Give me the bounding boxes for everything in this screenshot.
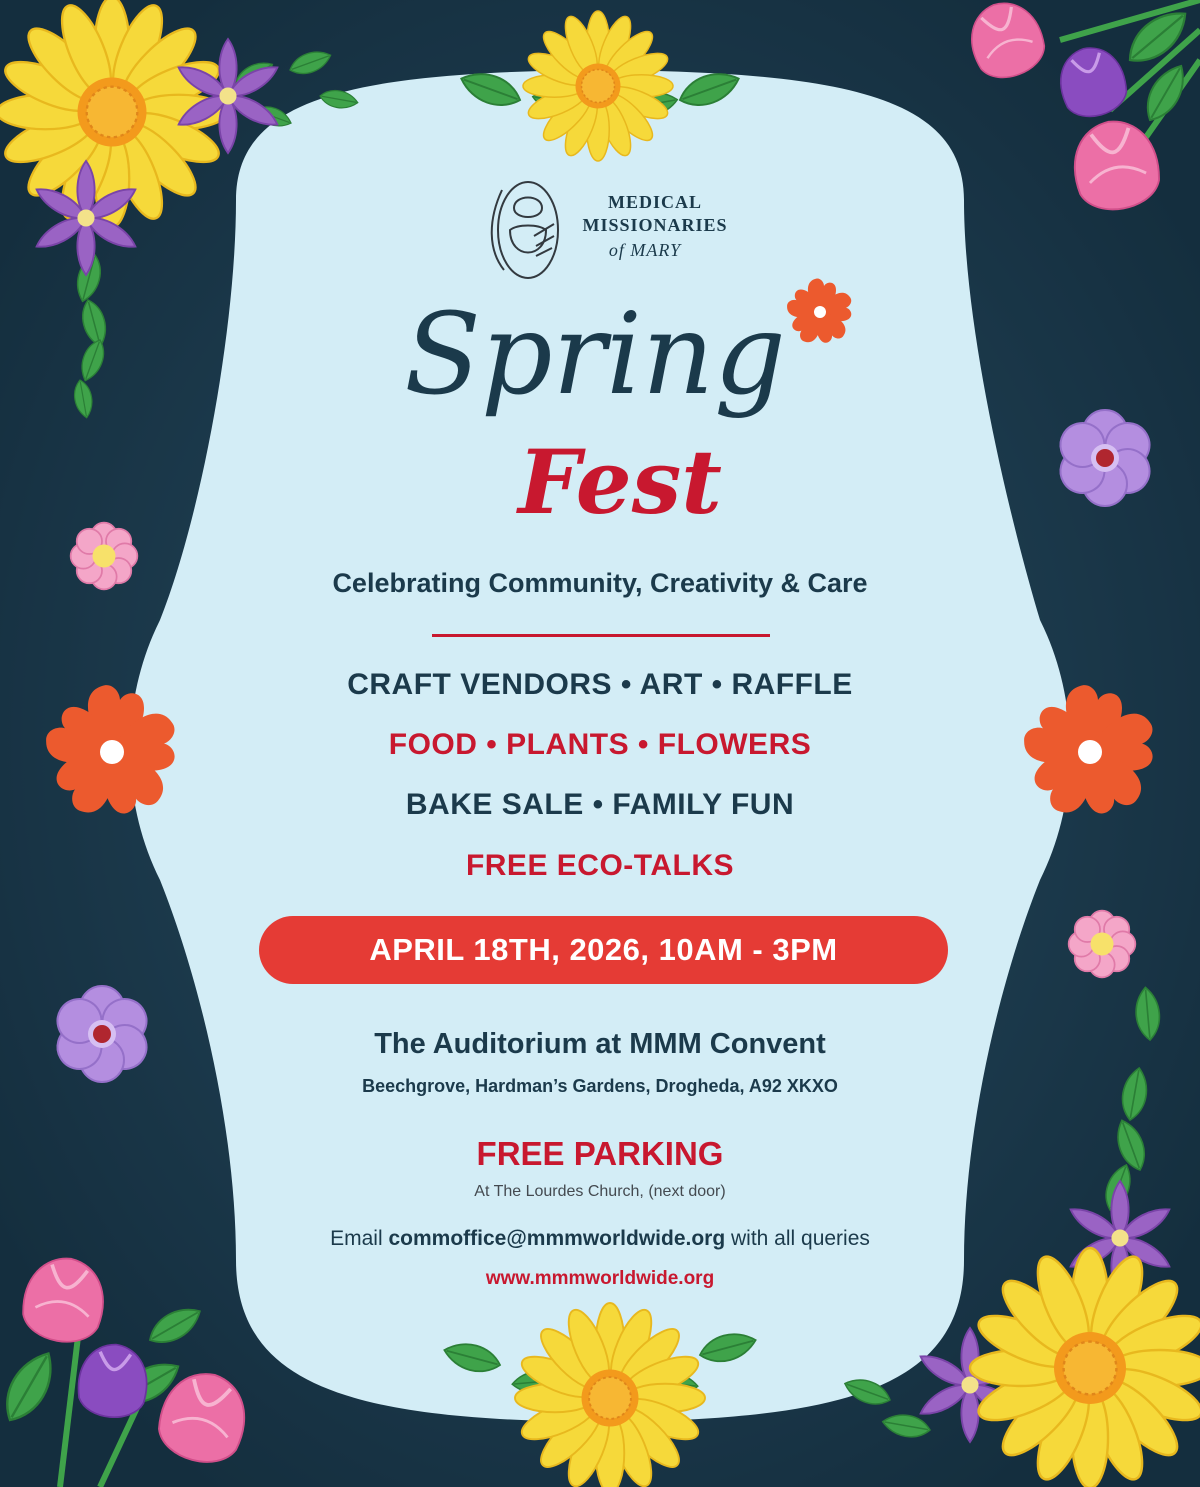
website-link[interactable]: www.mmmworldwide.org [485,1268,715,1289]
activity-line-1: CRAFT VENDORS • ART • RAFFLE [347,668,853,701]
contact-line [0,1227,1200,1251]
tagline: Celebrating Community, Creativity & Care [332,568,868,598]
parking-title: FREE PARKING [476,1135,724,1172]
email-prefix: Email [330,1227,389,1250]
org-name-line-1: MEDICAL [607,192,702,212]
activity-line-2: FOOD • PLANTS • FLOWERS [388,728,812,761]
activity-line-3: BAKE SALE • FAMILY FUN [405,788,795,821]
org-name-line-3: of MARY [608,240,682,260]
activity-line-4: FREE ECO-TALKS [465,849,735,882]
venue-address: Beechgrove, Hardman’s Gardens, Drogheda, A92 XKXO [362,1076,838,1096]
date-banner: APRIL 18TH, 2026, 10AM - 3PM [259,916,948,984]
email-link[interactable]: commoffice@mmmworldwide.org [388,1227,726,1250]
venue-name: The Auditorium at MMM Convent [374,1028,826,1060]
email-suffix: with all queries [725,1227,870,1250]
org-name-line-2: MISSIONARIES [582,215,728,235]
title-spring: Spring [404,290,786,420]
parking-note: At The Lourdes Church, (next door) [474,1183,726,1200]
title-fest: Fest [518,430,722,534]
